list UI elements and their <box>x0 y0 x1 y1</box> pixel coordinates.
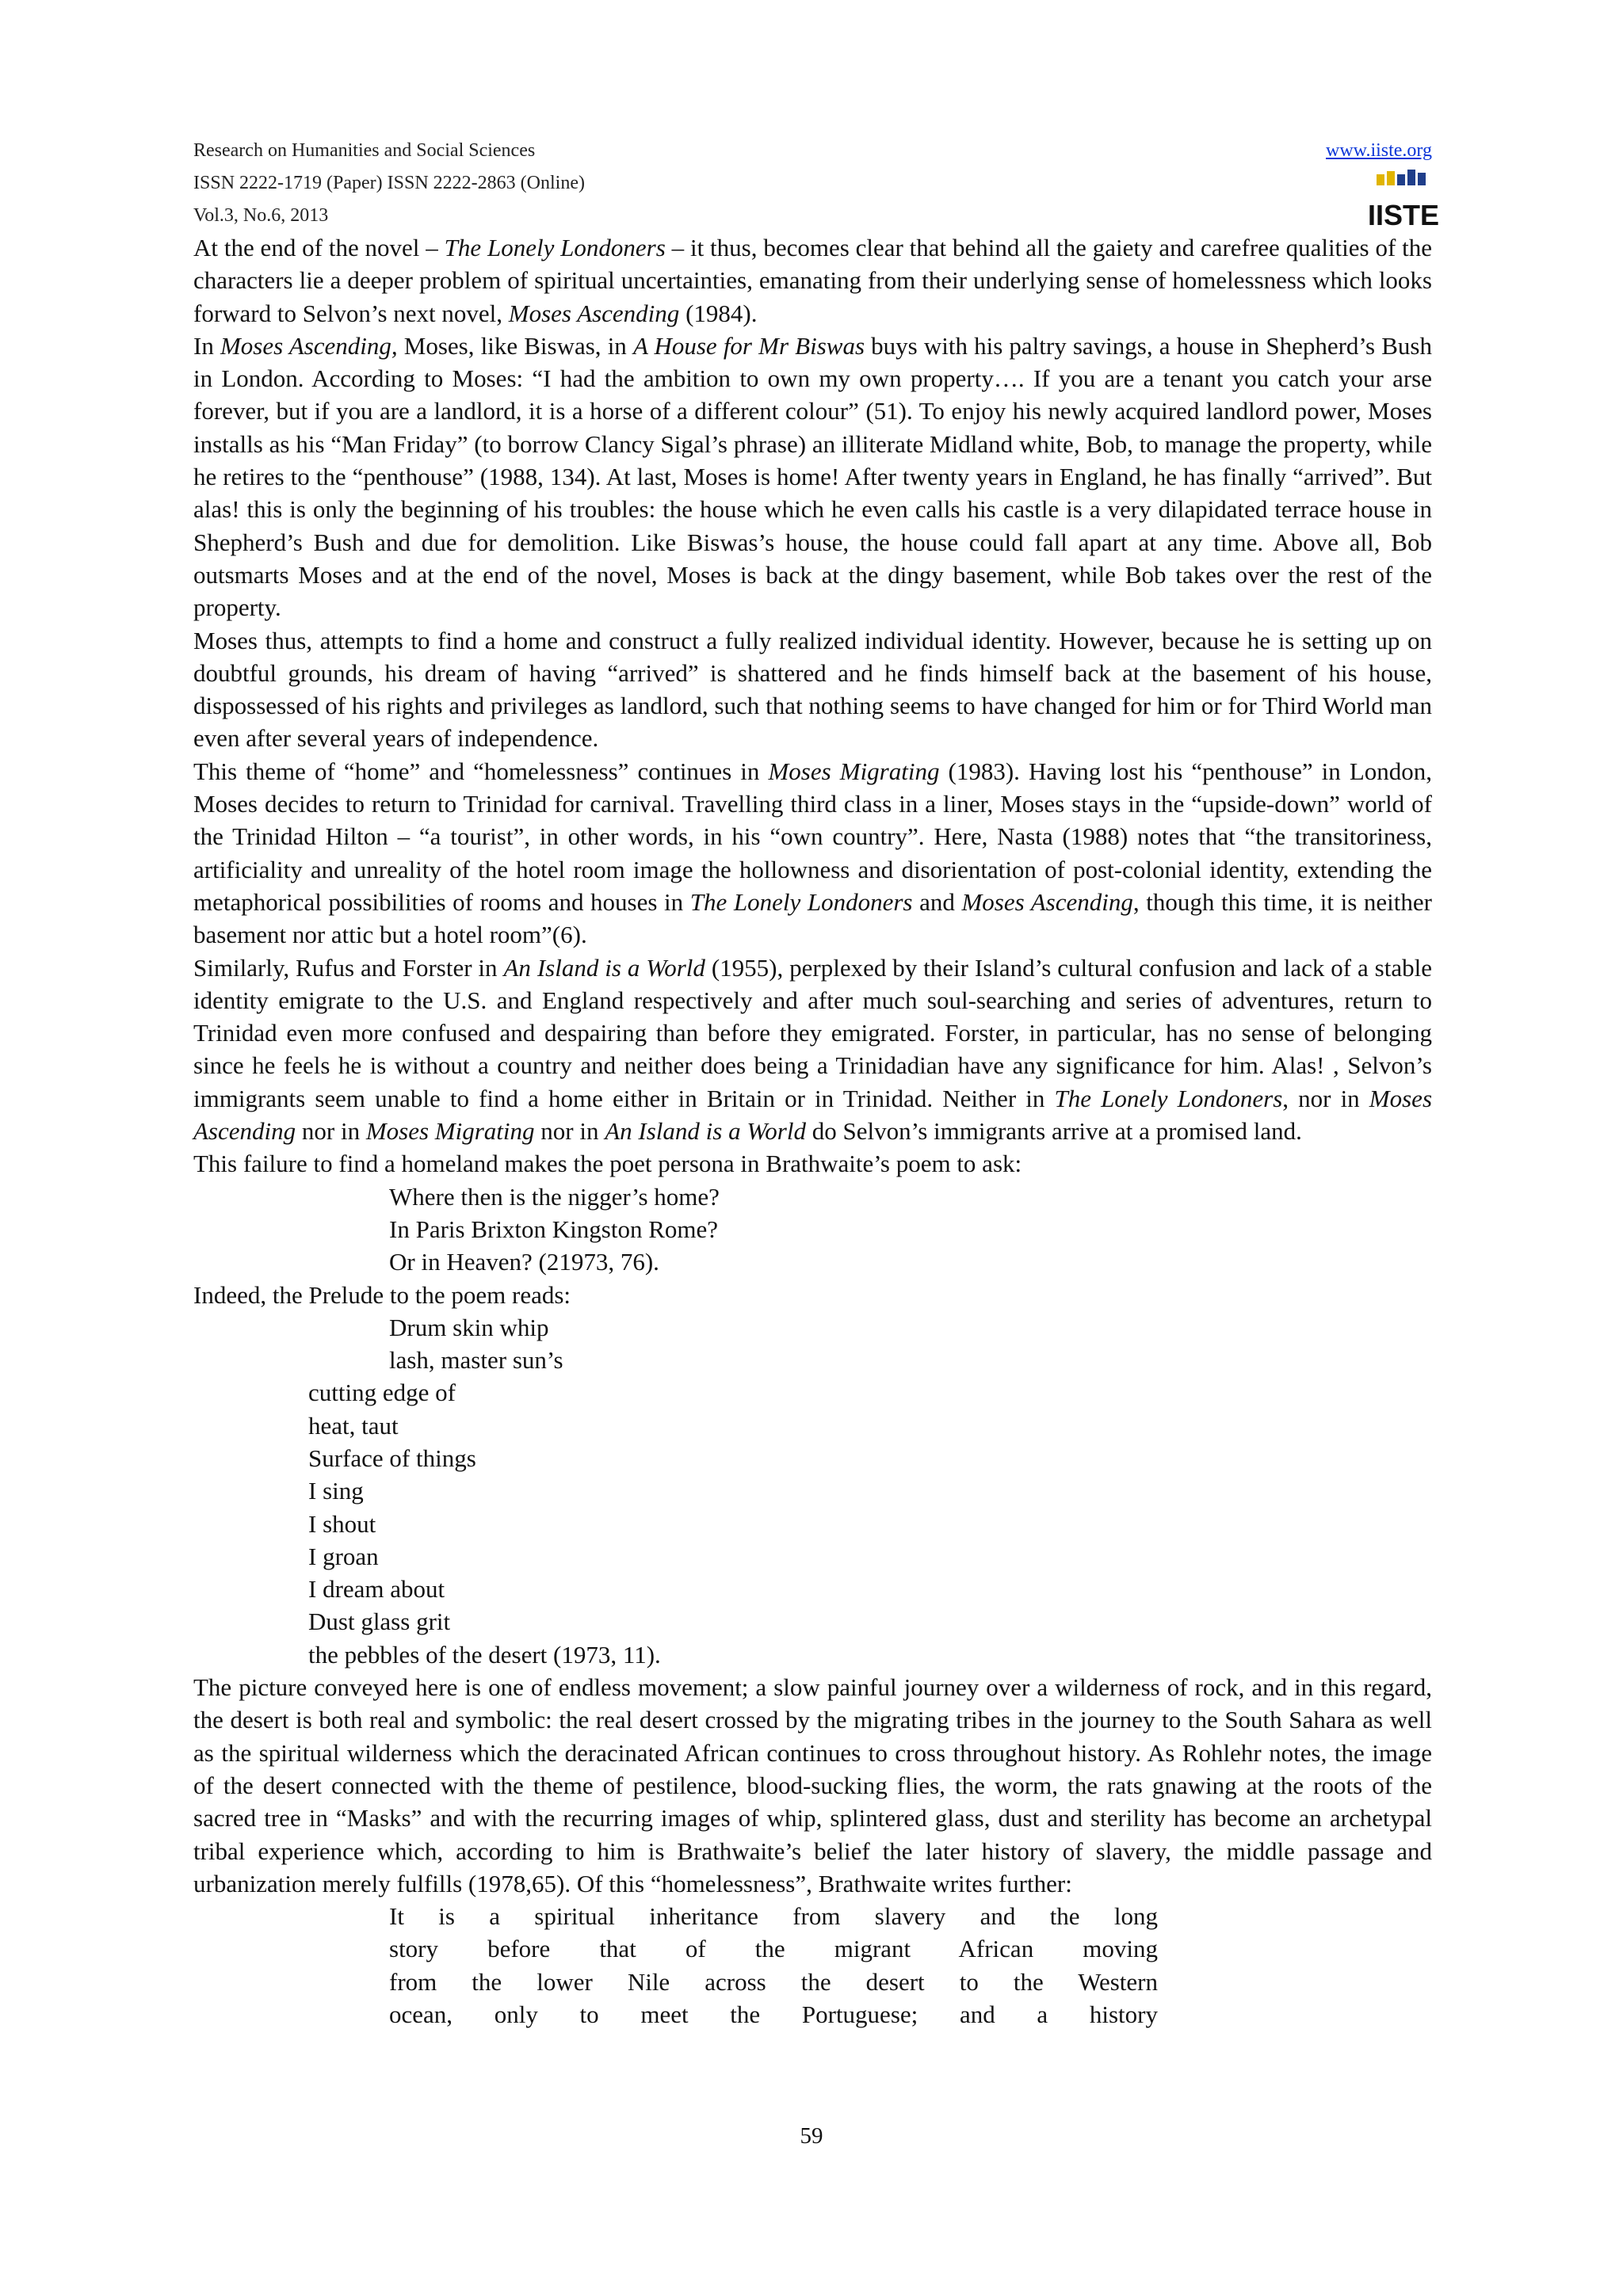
quote-line: It is a spiritual inheritance from slavery and the long <box>389 1902 1158 1931</box>
journal-header <box>193 135 1440 233</box>
journal-volume: Vol.3, No.6, 2013 <box>193 205 329 226</box>
paragraph-prelude: Indeed, the Prelude to the poem reads: <box>193 1280 571 1309</box>
poem-line: I groan <box>308 1542 379 1570</box>
article-body <box>193 231 1432 2031</box>
paragraph-homeland: This failure to find a homeland makes the poet persona in Brathwaite’s poem to ask: <box>193 1150 1022 1178</box>
paragraph-identity: Moses thus, attempts to find a home and construct a fully realized individual identity. However, because he is setting up on doubtful grounds, his dream of having “arrived” is shattered and he finds himself back at the basement of his house, dispossessed of his rights and privileges as landlord, such that nothing seems to have changed for him or for Third World man even after several years of independence. <box>193 626 1432 753</box>
poem-line: heat, taut <box>308 1411 399 1440</box>
quote-line: from the lower Nile across the desert to the Western <box>389 1967 1158 1996</box>
poem-excerpt-home <box>193 1180 1432 1279</box>
logo-text: IISTE <box>1367 199 1440 231</box>
poem-line: I sing <box>308 1477 364 1505</box>
paragraph-moses-ascending: In Moses Ascending, Moses, like Biswas, in A House for Mr Biswas buys with his paltry savings, a house in Shepherd’s Bush in London. According to Moses: “I had the ambition to own my own property…. If you are a tenant you catch your arse forever, but if you are a landlord, it is a horse of a different colour” (51). To enjoy his newly acquired landlord power, Moses installs as his “Man Friday” (to borrow Clancy Sigal’s phrase) an illiterate Midland white, Bob, to manage the property, while he retires to the “penthouse” (1988, 134). At last, Moses is home! After twenty years in England, he has finally “arrived”. But alas! this is only the beginning of his troubles: the house which he even calls his castle is a very dilapidated terrace house in Shepherd’s Bush and due for demolition. Like Biswas’s house, the house could fall apart at any time. Above all, Bob outsmarts Moses and at the end of the novel, Moses is back at the dingy basement, while Bob takes over the rest of the property. <box>193 331 1432 622</box>
poem-line: lash, master sun’s <box>389 1346 563 1375</box>
journal-issn: ISSN 2222-1719 (Paper) ISSN 2222-2863 (Online) <box>193 173 585 193</box>
poem-line: cutting edge of <box>308 1379 456 1407</box>
journal-website-link[interactable]: www.iiste.org <box>1326 140 1432 161</box>
poem-line: In Paris Brixton Kingston Rome? <box>389 1215 719 1243</box>
block-quote-brathwaite <box>389 1900 1158 2031</box>
page-number: 59 <box>800 2123 823 2149</box>
poem-line: Drum skin whip <box>389 1313 549 1341</box>
paragraph-desert: The picture conveyed here is one of endless movement; a slow painful journey over a wilderness of rock, and in this regard, the desert is both real and symbolic: the real desert crossed by the migrating tribes in the journey to the South Sahara as well as the spiritual wilderness which the deracinated African continues to cross throughout history. As Rohlehr notes, the image of the desert connected with the theme of pestilence, blood-sucking flies, the worm, the rats gnawing at the roots of the sacred tree in “Masks” and with the recurring images of whip, splintered glass, dust and sterility has become an archetypal tribal experience which, according to him is Brathwaite’s belief the later history of slavery, the middle passage and urbanization merely fulfills (1978,65). Of this “homelessness”, Brathwaite writes further: <box>193 1673 1432 1897</box>
paragraph-island-is-a-world: Similarly, Rufus and Forster in An Island is a World (1955), perplexed by their Island’s cultural confusion and lack of a stable identity emigrate to the U.S. and England respectively and after much soul-searching and series of adventures, return to Trinidad even more confused and despairing than before they emigrated. Forster, in particular, has no sense of belonging since he feels he is without a country and neither does being a Trinidadian have any significance for him. Alas! , Selvon’s immigrants seem unable to find a home either in Britain or in Trinidad. Neither in The Lonely Londoners, nor in Moses Ascending nor in Moses Migrating nor in An Island is a World do Selvon’s immigrants arrive at a promised land. <box>193 953 1433 1146</box>
poem-line: I dream about <box>308 1575 445 1604</box>
journal-title: Research on Humanities and Social Sciences <box>193 140 536 161</box>
quote-line: story before that of the migrant African moving <box>389 1935 1158 1963</box>
quote-line: ocean, only to meet the Portuguese; and a history <box>389 2000 1158 2029</box>
poem-line: Or in Heaven? (21973, 76). <box>389 1248 659 1276</box>
iiste-logo <box>1367 168 1440 231</box>
poem-line: Surface of things <box>308 1444 476 1472</box>
poem-excerpt-prelude <box>193 1311 1432 1671</box>
poem-line: the pebbles of the desert (1973, 11). <box>308 1640 661 1669</box>
poem-line: Where then is the nigger’s home? <box>389 1182 720 1211</box>
paragraph-lonely-londoners: At the end of the novel – The Lonely Londoners – it thus, becomes clear that behind all the gaiety and carefree qualities of the characters lie a deeper problem of spiritual uncertainties, emanating from their underlying sense of homelessness which looks forward to Selvon’s next novel, Moses Ascending (1984). <box>193 234 1432 327</box>
poem-line: Dust glass grit <box>308 1608 451 1636</box>
poem-line: I shout <box>308 1509 376 1538</box>
paragraph-moses-migrating: This theme of “home” and “homelessness” continues in Moses Migrating (1983). Having lost his “penthouse” in London, Moses decides to return to Trinidad for carnival. Travelling third class in a liner, Moses stays in the “upside-down” world of the Trinidad Hilton – “a tourist”, in other words, in his “own country”. Here, Nasta (1988) notes that “the transitoriness, artificiality and unreality of the hotel room image the hollowness and disorientation of post-colonial identity, extending the metaphorical possibilities of rooms and houses in The Lonely Londoners and Moses Ascending, though this time, it is neither basement nor attic but a hotel room”(6). <box>193 757 1433 949</box>
